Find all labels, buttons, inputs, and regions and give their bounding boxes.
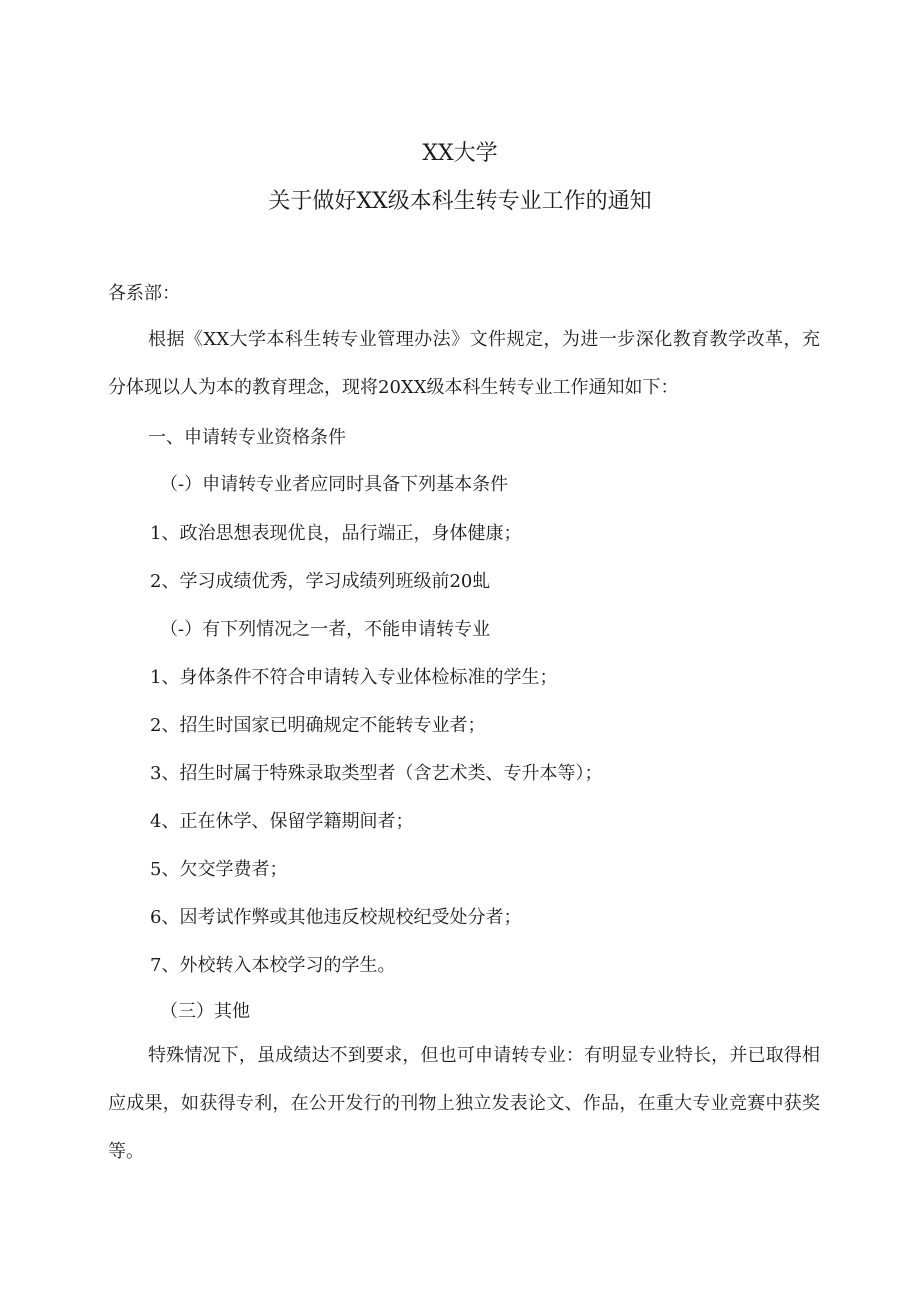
exclusion-item: 1、身体条件不符合申请转入专业体检标准的学生； <box>150 667 558 688</box>
subsection-1-heading: （-）申请转专业者应同时具备下列基本条件 <box>160 474 509 495</box>
document-subtitle: 关于做好XX级本科生转专业工作的通知 <box>268 189 652 214</box>
exclusion-item: 2、招生时国家已明确规定不能转专业者； <box>150 715 486 736</box>
exclusion-item: 5、欠交学费者； <box>150 859 288 880</box>
intro-paragraph: 根据《XX大学本科生转专业管理办法》文件规定，为进一步深化教育教学改革，充分体现以人为本的教育理念，现将20XX级本科生转专业工作通知如下： <box>108 329 820 398</box>
subsection-2-heading: （-）有下列情况之一者，不能申请转专业 <box>160 619 491 640</box>
exclusion-item: 6、因考试作弊或其他违反校规校纪受处分者； <box>150 907 522 928</box>
salutation: 各系部： <box>108 283 180 304</box>
subsection-3-heading: （三）其他 <box>160 1001 250 1022</box>
document-title: XX大学 <box>422 141 498 166</box>
exclusion-item: 4、正在休学、保留学籍期间者； <box>150 811 414 832</box>
condition-item: 1、政治思想表现优良，品行端正，身体健康； <box>150 523 522 544</box>
other-paragraph: 特殊情况下，虽成绩达不到要求，但也可申请转专业：有明显专业特长，并已取得相应成果，如获得专利，在公开发行的刊物上独立发表论文、作品，在重大专业竞赛中获奖等。 <box>108 1045 820 1162</box>
condition-item: 2、学习成绩优秀，学习成绩列班级前20虬 <box>150 571 491 592</box>
section-1-heading: 一、申请转专业资格条件 <box>148 427 346 448</box>
exclusion-item: 3、招生时属于特殊录取类型者（含艺术类、专升本等）； <box>150 763 603 784</box>
exclusion-item: 7、外校转入本校学习的学生。 <box>150 955 396 976</box>
